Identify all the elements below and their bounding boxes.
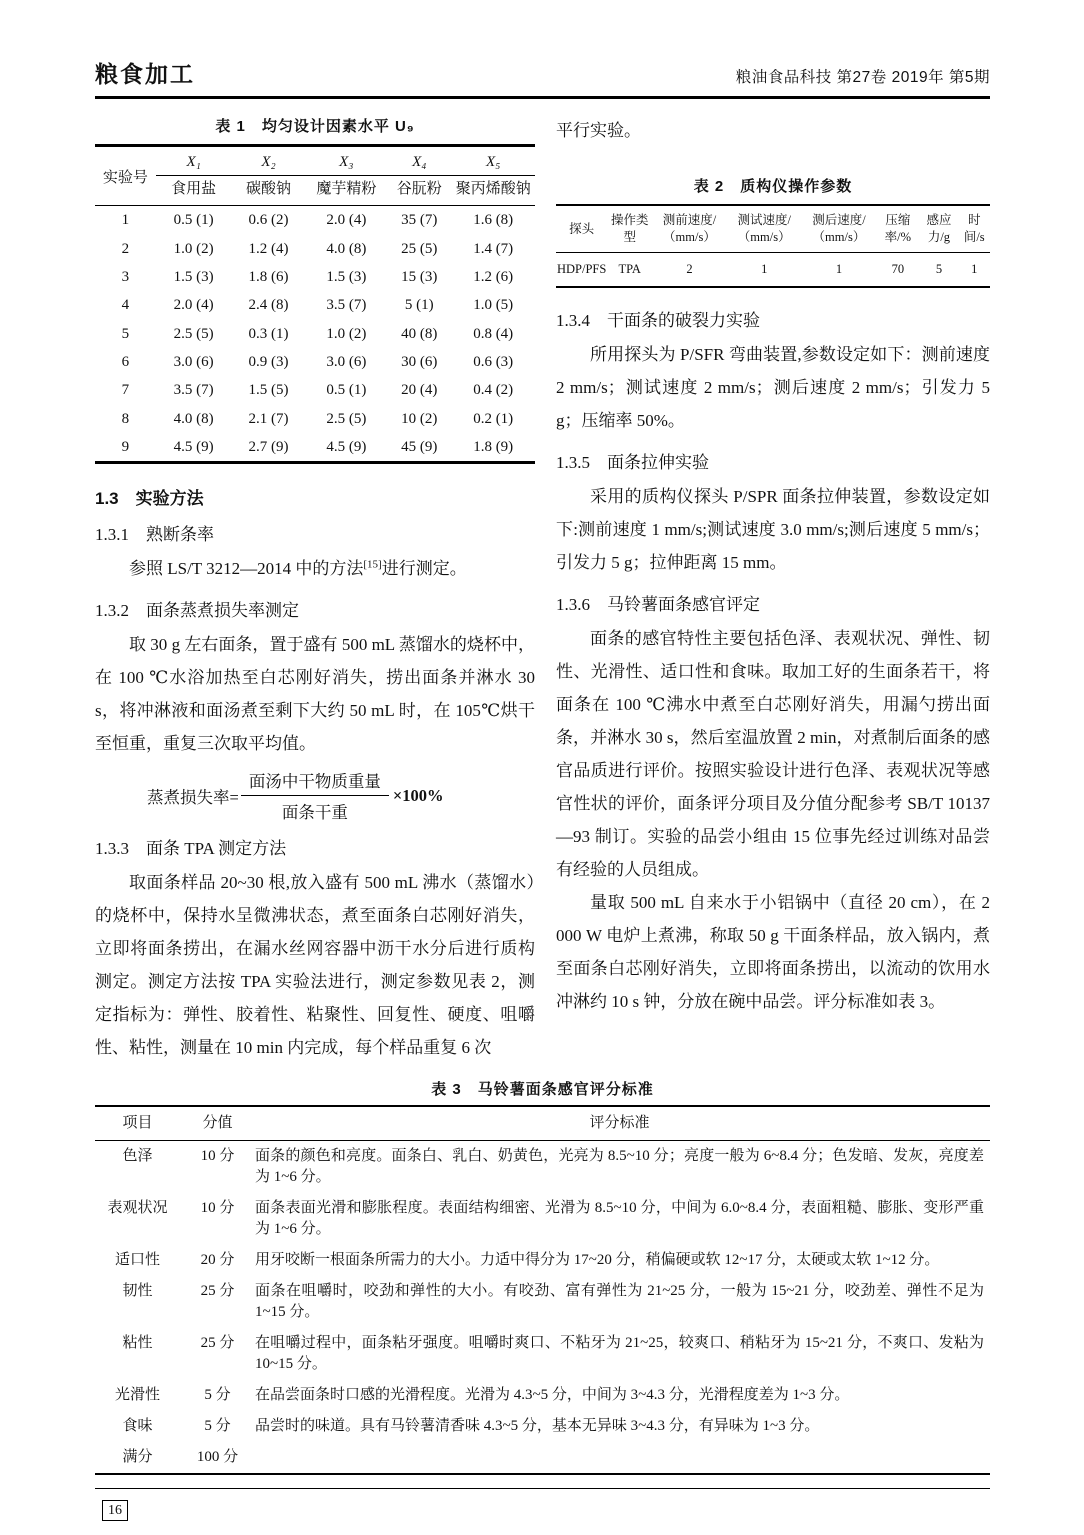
journal-issue-info: 粮油食品科技 第27卷 2019年 第5期 xyxy=(735,69,990,86)
section-heading-1-3-2 xyxy=(95,596,535,621)
paragraph: 取 30 g 左右面条，置于盛有 500 mL 蒸馏水的烧杯中，在 100 ℃水浴加热至白芯刚好消失，捞出面条并淋水 30 s，将冲淋液和面汤煮至剩下大约 50 mL 时，在 105℃烘干至恒重，重复三次取平均值。 xyxy=(95,635,535,754)
header-cell: 评分标准 xyxy=(255,1106,990,1141)
header-cell: 压缩率/% xyxy=(876,205,919,253)
cell: 满分 xyxy=(122,1449,153,1466)
cell: 1 xyxy=(835,262,843,276)
two-column-body xyxy=(95,99,990,1064)
header-cell: 测后速度/（mm/s） xyxy=(802,205,877,253)
table1-header-symbols xyxy=(95,146,535,176)
cell: 0.5 (1) xyxy=(173,212,214,229)
table1-exp-header: 实验号 xyxy=(95,146,156,206)
header-cell: 项目 xyxy=(95,1106,180,1141)
cell: 适口性 xyxy=(114,1252,160,1269)
cell: 1.5 (3) xyxy=(173,268,214,285)
table2-header-row xyxy=(556,205,990,253)
paragraph: 取面条样品 20~30 根,放入盛有 500 mL 沸水（蒸馏水）的烧杯中，保持水呈微沸状态，煮至面条白芯刚好消失，立即将面条捞出，在漏水丝网容器中沥干水分后进行质构测定。测定方法按 TPA 实验法进行，测定参数见表 2，测定指标为：弹性、胶着性、粘聚性、回复性、硬度、咀嚼性、粘性，测量在 10 min 内完成，每个样品重复 6 次 xyxy=(95,873,535,1058)
cell: 3.5 (7) xyxy=(173,382,214,399)
cell: 0.6 (3) xyxy=(473,354,514,371)
section-heading-1-3-1 xyxy=(95,520,535,545)
table-row xyxy=(95,1380,990,1411)
cell: 4.5 (9) xyxy=(326,439,367,456)
section-number: 1.3.4 xyxy=(556,311,590,330)
table-row xyxy=(95,348,535,376)
table-row xyxy=(95,376,535,404)
table-row xyxy=(95,433,535,463)
cell: 1.6 (8) xyxy=(473,212,514,229)
cell: 1.2 (6) xyxy=(473,268,514,285)
table3 xyxy=(95,1105,990,1475)
cell: 5 xyxy=(935,262,943,276)
cell: 粘性 xyxy=(122,1335,153,1352)
header-cell: 时间/s xyxy=(958,205,990,253)
cell: 1.8 (9) xyxy=(473,439,514,456)
cell: 8 xyxy=(121,410,130,427)
formula-rhs: ×100% xyxy=(392,785,444,805)
cell: 45 (9) xyxy=(401,439,438,456)
table-row xyxy=(95,1245,990,1276)
table1-title: 表 1 均匀设计因素水平 U₉ xyxy=(215,118,415,135)
cell: 100 分 xyxy=(196,1449,239,1466)
cell: 70 xyxy=(891,262,905,276)
table3-header-row xyxy=(95,1106,990,1141)
cell: 0.4 (2) xyxy=(473,382,514,399)
formula-denominator: 面条干重 xyxy=(281,803,348,823)
section-heading-1-3-5 xyxy=(556,448,990,473)
cell: 1 xyxy=(121,212,130,229)
table3-title: 表 3 马铃薯面条感官评分标准 xyxy=(431,1081,654,1099)
cell: 食味 xyxy=(122,1418,153,1435)
left-column xyxy=(95,99,535,1064)
cell: 光滑性 xyxy=(114,1387,160,1404)
cell: 在品尝面条时口感的光滑程度。光滑为 4.3~5 分，中间为 3~4.3 分，光滑程度差为 1~3 分。 xyxy=(255,1387,850,1404)
table2-title: 表 2 质构仪操作参数 xyxy=(693,178,853,195)
header-cell: 食用盐 xyxy=(156,176,232,206)
cell: 0.5 (1) xyxy=(326,382,367,399)
text-run: 进行测定。 xyxy=(381,559,467,579)
paragraph: 量取 500 mL 自来水于小铝锅中（直径 20 cm），在 2 000 W 电炉上煮沸，称取 50 g 干面条样品，放入锅内，煮至面条白芯刚好消失，立即将面条捞出，以流动的饮用水冲淋约 10 s 钟，分放在碗中品尝。评分标准如表 3。 xyxy=(556,893,990,1011)
cell: 2.1 (7) xyxy=(248,410,289,427)
cell: 4.0 (8) xyxy=(173,410,214,427)
cell: 面条的颜色和亮度。面条白、乳白、奶黄色，光亮为 8.5~10 分；亮度一般为 6~8.4 分；色发暗、发灰，亮度差为 1~6 分。 xyxy=(255,1148,984,1186)
section-number: 1.3.5 xyxy=(556,453,590,472)
cell: 2.5 (5) xyxy=(326,410,367,427)
header-cell: X₄ xyxy=(387,146,451,176)
cell: 4.0 (8) xyxy=(326,240,367,257)
header-cell: X₃ xyxy=(306,146,388,176)
page-header xyxy=(95,0,990,99)
section-title: 实验方法 xyxy=(135,489,204,509)
section-title: 熟断条率 xyxy=(146,525,214,545)
formula-numerator: 面汤中干物质重量 xyxy=(241,768,389,796)
cell: 4.5 (9) xyxy=(173,439,214,456)
cell: 4 xyxy=(121,297,130,314)
cell: 0.8 (4) xyxy=(473,325,514,342)
table-row xyxy=(95,234,535,262)
paragraph xyxy=(95,552,535,585)
header-cell: 碳酸钠 xyxy=(232,176,306,206)
cell: 1.0 (5) xyxy=(473,297,514,314)
formula-lhs: 蒸煮损失率= xyxy=(147,787,239,807)
header-cell: 测前速度/（mm/s） xyxy=(652,205,727,253)
table-row xyxy=(95,206,535,235)
cell: 1.0 (2) xyxy=(326,325,367,342)
section-heading-1-3-4 xyxy=(556,306,990,331)
text-run: 参照 LS/T 3212—2014 中的方法 xyxy=(129,559,364,579)
table-row xyxy=(95,1193,990,1245)
page-number: 16 xyxy=(102,1500,128,1521)
table-row xyxy=(95,405,535,433)
cell: 2.5 (5) xyxy=(173,325,214,342)
header-cell: 分值 xyxy=(180,1106,255,1141)
cell: 40 (8) xyxy=(401,325,438,342)
header-cell: X₅ xyxy=(451,146,535,176)
cooking-loss-formula xyxy=(147,768,535,823)
section-heading-1-3-6 xyxy=(556,590,990,615)
cell: 0.9 (3) xyxy=(248,354,289,371)
cell: 5 分 xyxy=(204,1387,231,1404)
cell: 35 (7) xyxy=(401,212,438,229)
section-heading-1-3-3 xyxy=(95,834,535,859)
cell xyxy=(255,1442,990,1474)
table2 xyxy=(556,204,990,288)
cell: 5 xyxy=(121,325,130,342)
cell: 20 (4) xyxy=(401,382,438,399)
column-section-title: 粮食加工 xyxy=(95,61,195,87)
cell: 2 xyxy=(686,262,693,276)
table-row xyxy=(556,253,990,288)
cell: 2 xyxy=(121,240,130,257)
section-title: 干面条的破裂力实验 xyxy=(607,311,760,330)
paragraph: 所用探头为 P/SFR 弯曲装置,参数设定如下：测前速度 2 mm/s；测试速度 2 mm/s；测后速度 2 mm/s；引发力 5 g；压缩率 50%。 xyxy=(556,345,990,430)
header-cell: 魔芋精粉 xyxy=(306,176,388,206)
cell: 25 分 xyxy=(200,1335,235,1352)
footer-rule xyxy=(95,1488,990,1489)
table-row xyxy=(95,1328,990,1380)
cell: 在咀嚼过程中，面条粘牙强度。咀嚼时爽口、不粘牙为 21~25，较爽口、稍粘牙为 15~21 分，不爽口、发粘为 10~15 分。 xyxy=(255,1335,984,1373)
section-number: 1.3.6 xyxy=(556,595,590,614)
cell: 0.3 (1) xyxy=(248,325,289,342)
paragraph: 采用的质构仪探头 P/SPR 面条拉伸装置，参数设定如下:测前速度 1 mm/s;测试速度 3.0 mm/s;测后速度 5 mm/s；引发力 5 g；拉伸距离 15 mm。 xyxy=(556,487,990,572)
cell: 3.0 (6) xyxy=(173,354,214,371)
cell: 25 (5) xyxy=(401,240,438,257)
cell: 10 分 xyxy=(200,1148,235,1165)
cell: 5 分 xyxy=(204,1418,231,1435)
table-row xyxy=(95,1411,990,1442)
cell: 2.7 (9) xyxy=(248,439,289,456)
formula-fraction xyxy=(241,768,389,823)
table1-header-names xyxy=(95,176,535,206)
cell: 10 (2) xyxy=(401,410,438,427)
header-cell: 感应力/g xyxy=(919,205,958,253)
cell: 2.0 (4) xyxy=(173,297,214,314)
cell: 1.0 (2) xyxy=(173,240,214,257)
header-cell: X₂ xyxy=(232,146,306,176)
cell: 10 分 xyxy=(200,1200,235,1217)
section-number: 1.3.2 xyxy=(95,601,129,621)
right-column xyxy=(556,99,990,1018)
cell: 韧性 xyxy=(122,1283,153,1300)
table-row xyxy=(95,291,535,319)
table1 xyxy=(95,144,535,464)
cell: 1 xyxy=(761,262,768,276)
table-row xyxy=(95,1442,990,1474)
cell: 1.2 (4) xyxy=(248,240,289,257)
section-title: 面条拉伸实验 xyxy=(607,453,709,472)
table-row xyxy=(95,263,535,291)
section-number: 1.3.1 xyxy=(95,525,129,545)
cell: 15 (3) xyxy=(401,268,438,285)
cell: 3 xyxy=(121,268,130,285)
citation-ref: [15] xyxy=(363,558,382,571)
section-title: 面条 TPA 测定方法 xyxy=(146,839,287,859)
cell: 30 (6) xyxy=(401,354,438,371)
cell: 20 分 xyxy=(200,1252,235,1269)
cell: 3.0 (6) xyxy=(326,354,367,371)
cell: 1.5 (3) xyxy=(326,268,367,285)
cell: 面条在咀嚼时，咬劲和弹性的大小。有咬劲、富有弹性为 21~25 分，一般为 15~21 分，咬劲差、弹性不足为 1~15 分。 xyxy=(255,1283,984,1321)
header-cell: 测试速度/（mm/s） xyxy=(727,205,802,253)
cell: 0.2 (1) xyxy=(473,410,514,427)
section-heading-1-3 xyxy=(95,484,535,509)
cell: 品尝时的味道。具有马铃薯清香味 4.3~5 分，基本无异味 3~4.3 分，有异味为 1~3 分。 xyxy=(255,1418,820,1435)
cell: 2.0 (4) xyxy=(326,212,367,229)
cell: 3.5 (7) xyxy=(326,297,367,314)
cell: 1.4 (7) xyxy=(473,240,514,257)
header-cell: 探头 xyxy=(556,205,607,253)
table-row xyxy=(95,320,535,348)
paragraph-continuation: 平行实验。 xyxy=(556,121,641,140)
cell: 1.8 (6) xyxy=(248,268,289,285)
cell: 6 xyxy=(121,354,130,371)
section-title: 面条蒸煮损失率测定 xyxy=(146,601,299,621)
cell: 9 xyxy=(121,439,130,456)
header-cell: 操作类型 xyxy=(607,205,652,253)
cell: 表观状况 xyxy=(107,1200,168,1217)
header-cell: 聚丙烯酸钠 xyxy=(451,176,535,206)
table-row xyxy=(95,1141,990,1194)
cell: TPA xyxy=(618,262,641,276)
cell: 用牙咬断一根面条所需力的大小。力适中得分为 17~20 分，稍偏硬或软 12~17 分，太硬或太软 1~12 分。 xyxy=(255,1252,940,1269)
section-number: 1.3 xyxy=(95,489,119,509)
cell: 1.5 (5) xyxy=(248,382,289,399)
cell: 色泽 xyxy=(122,1148,153,1165)
cell: 0.6 (2) xyxy=(248,212,289,229)
cell: 5 (1) xyxy=(404,297,434,314)
header-cell: X₁ xyxy=(156,146,232,176)
table-row xyxy=(95,1276,990,1328)
cell: 面条表面光滑和膨胀程度。表面结构细密、光滑为 8.5~10 分，中间为 6.0~8.4 分，表面粗糙、膨胀、变形严重为 1~6 分。 xyxy=(255,1200,984,1238)
cell: 2.4 (8) xyxy=(248,297,289,314)
cell: 1 xyxy=(971,262,978,276)
header-cell: 谷朊粉 xyxy=(387,176,451,206)
section-number: 1.3.3 xyxy=(95,839,129,859)
section-title: 马铃薯面条感官评定 xyxy=(607,595,760,614)
cell: 25 分 xyxy=(200,1283,235,1300)
cell: 7 xyxy=(121,382,130,399)
paragraph: 面条的感官特性主要包括色泽、表观状况、弹性、韧性、光滑性、适口性和食味。取加工好的生面条若干，将面条在 100 ℃沸水中煮至白芯刚好消失，用漏勺捞出面条，并淋水 30 s，然后室温放置 2 min，对煮制后面条的感官品质进行评价。按照实验设计进行色泽、表观状况等感官性状的评价，面条评分项目及分值分配参考 SB/T 10137—93 制订。实验的品尝小组由 15 位事先经过训练对品尝有经验的人员组成。 xyxy=(556,629,990,879)
cell: HDP/PFS xyxy=(557,262,607,276)
